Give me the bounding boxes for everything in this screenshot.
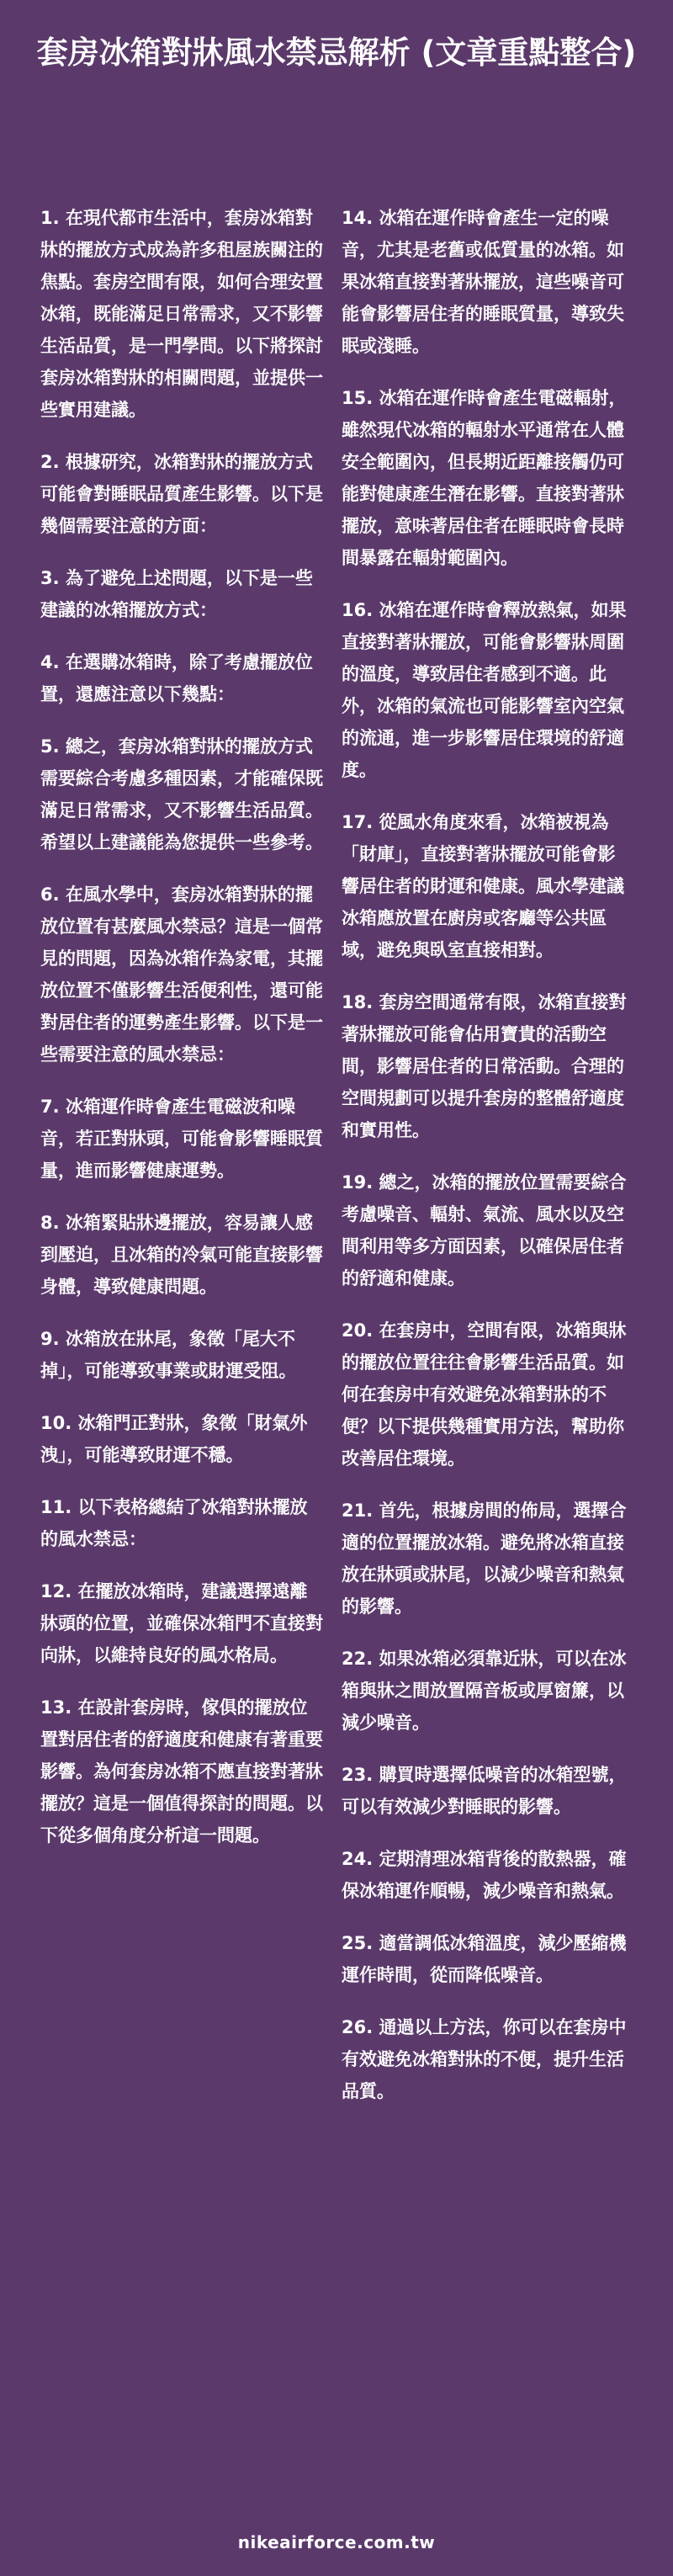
list-item: 24. 定期清理冰箱背後的散熱器，確保冰箱運作順暢，減少噪音和熱氣。 [342,1849,627,1901]
list-item: 17. 從風水角度來看，冰箱被視為「財庫」，直接對著牀擺放可能會影響居住者的財運和健康。風水學建議冰箱應放置在廚房或客廳等公共區域，避免與臥室直接相對。 [342,812,624,960]
list-item: 15. 冰箱在運作時會產生電磁輻射，雖然現代冰箱的輻射水平通常在人體安全範圍內，但長期近距離接觸仍可能對健康產生潛在影響。直接對著牀擺放，意味著居住者在睡眠時會長時間暴露在輻射範圍內。 [342,388,627,568]
list-item: 1. 在現代都市生活中，套房冰箱對牀的擺放方式成為許多租屋族關注的焦點。套房空間有限，如何合理安置冰箱，既能滿足日常需求，又不影響生活品質，是一門學問。以下將探討套房冰箱對牀的相關問題，並提供一些實用建議。 [40,208,323,420]
list-item: 26. 通過以上方法，你可以在套房中有效避免冰箱對牀的不便，提升生活品質。 [342,2017,627,2101]
list-item: 3. 為了避免上述問題，以下是一些建議的冰箱擺放方式： [40,568,313,620]
list-item: 2. 根據研究，冰箱對牀的擺放方式可能會對睡眠品質產生影響。以下是幾個需要注意的方面： [40,452,323,536]
list-item: 18. 套房空間通常有限，冰箱直接對著牀擺放可能會佔用寶貴的活動空間，影響居住者的日常活動。合理的空間規劃可以提升套房的整體舒適度和實用性。 [342,992,627,1140]
list-item: 20. 在套房中，空間有限，冰箱與牀的擺放位置往往會影響生活品質。如何在套房中有效避免冰箱對牀的不便？以下提供幾種實用方法，幫助你改善居住環境。 [342,1320,627,1469]
list-item: 23. 購買時選擇低噪音的冰箱型號，可以有效減少對睡眠的影響。 [342,1765,627,1817]
list-item: 25. 適當調低冰箱溫度，減少壓縮機運作時間，從而降低噪音。 [342,1933,627,1985]
list-item: 6. 在風水學中，套房冰箱對牀的擺放位置有甚麼風水禁忌？這是一個常見的問題，因為冰箱作為家電，其擺放位置不僅影響生活便利性，還可能對居住者的運勢產生影響。以下是一些需要注意的風水禁忌： [40,884,323,1065]
list-item: 7. 冰箱運作時會產生電磁波和噪音，若正對牀頭，可能會影響睡眠質量，進而影響健康運勢。 [40,1097,323,1181]
left-column [40,202,325,1872]
list-item: 5. 總之，套房冰箱對牀的擺放方式需要綜合考慮多種因素，才能確保既滿足日常需求，又不影響生活品質。希望以上建議能為您提供一些參考。 [40,736,323,852]
list-item: 11. 以下表格總結了冰箱對牀擺放的風水禁忌： [40,1497,308,1549]
list-item: 14. 冰箱在運作時會產生一定的噪音，尤其是老舊或低質量的冰箱。如果冰箱直接對著牀擺放，這些噪音可能會影響居住者的睡眠質量，導致失眠或淺睡。 [342,208,624,356]
list-item: 22. 如果冰箱必須靠近牀，可以在冰箱與牀之間放置隔音板或厚窗簾，以減少噪音。 [342,1649,627,1733]
page-title: 套房冰箱對牀風水禁忌解析 (文章重點整合) [36,35,637,71]
list-item: 13. 在設計套房時，傢俱的擺放位置對居住者的舒適度和健康有著重要影響。為何套房冰箱不應直接對著牀擺放？這是一個值得探討的問題。以下從多個角度分析這一問題。 [40,1697,323,1846]
list-item: 16. 冰箱在運作時會釋放熱氣，如果直接對著牀擺放，可能會影響牀周圍的溫度，導致居住者感到不適。此外，冰箱的氣流也可能影響室內空氣的流通，進一步影響居住環境的舒適度。 [342,600,627,780]
right-column [342,202,629,2127]
site-footer: nikeairforce.com.tw [237,2532,436,2552]
list-item: 4. 在選購冰箱時，除了考慮擺放位置，還應注意以下幾點： [40,652,313,704]
list-item: 8. 冰箱緊貼牀邊擺放，容易讓人感到壓迫，且冰箱的冷氣可能直接影響身體，導致健康問題。 [40,1213,323,1297]
list-item: 21. 首先，根據房間的佈局，選擇合適的位置擺放冰箱。避免將冰箱直接放在牀頭或牀尾，以減少噪音和熱氣的影響。 [342,1500,627,1617]
list-item: 12. 在擺放冰箱時，建議選擇遠離牀頭的位置，並確保冰箱門不直接對向牀，以維持良好的風水格局。 [40,1581,323,1665]
list-item: 9. 冰箱放在牀尾，象徵「尾大不掉」，可能導致事業或財運受阻。 [40,1329,297,1381]
list-item: 19. 總之，冰箱的擺放位置需要綜合考慮噪音、輻射、氣流、風水以及空間利用等多方面因素，以確保居住者的舒適和健康。 [342,1172,627,1288]
list-item: 10. 冰箱門正對牀，象徵「財氣外洩」，可能導致財運不穩。 [40,1413,308,1465]
